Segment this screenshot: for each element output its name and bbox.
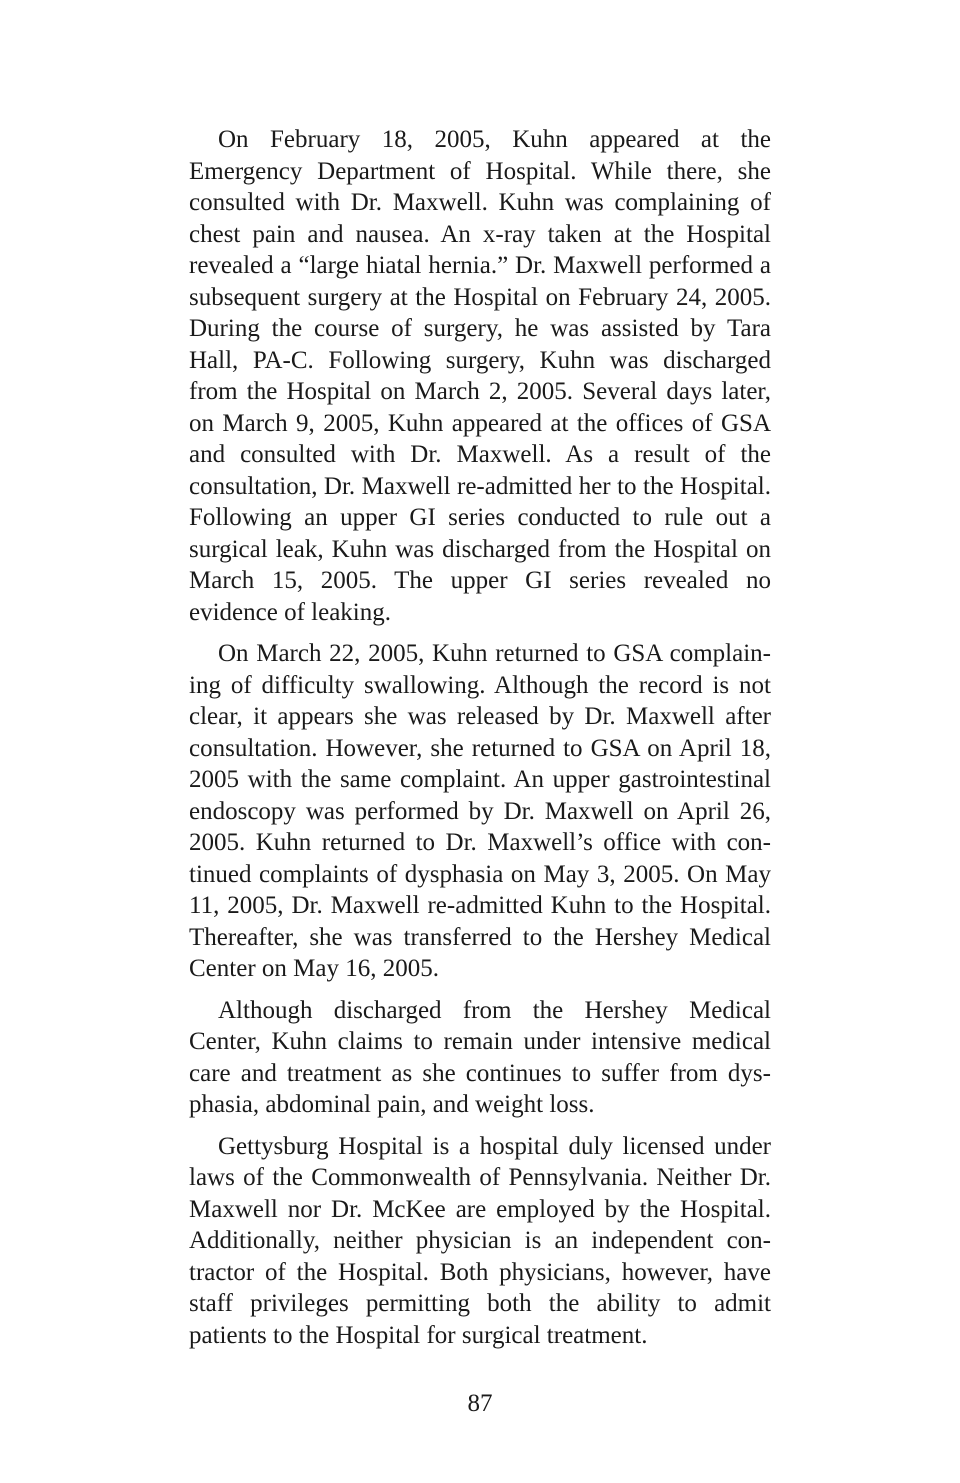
paragraph-1: On February 18, 2005, Kuhn appeared at the Emergency Department of Hospital. While there, she consulted with Dr. Maxwell. Kuhn was complaining of chest pain and nausea. An x-ray taken at the Hospital revealed a “large hiatal hernia.” Dr. Maxwell performed a subsequent surgery at the Hospital on February 24, 2005. During the course of surgery, he was assisted by Tara Hall, PA-C. Following surgery, Kuhn was discharged from the Hospital on March 2, 2005. Several days later, on March 9, 2005, Kuhn appeared at the offices of GSA and consulted with Dr. Maxwell. As a result of the consultation, Dr. Maxwell re-admitted her to the Hospital. Following an upper GI series conducted to rule out a surgical leak, Kuhn was discharged from the Hospital on March 15, 2005. The upper GI series revealed no evidence of leaking.	[189, 126, 771, 626]
body-text	[189, 124, 771, 1361]
paragraph-4: Gettysburg Hospital is a hospital duly licensed under laws of the Commonwealth of Pennsylvania. Neither Dr. Maxwell nor Dr. McKee are employed by the Hospital. Additionally, neither physician is an independent contractor of the Hospital. Both physicians, however, have staff privileges permitting both the ability to admit patients to the Hospital for surgical treatment.	[189, 1132, 771, 1349]
paragraph-3: Although discharged from the Hershey Medical Center, Kuhn claims to remain under intensive medical care and treatment as she continues to suffer from dysphasia, abdominal pain, and weight loss.	[189, 996, 771, 1118]
paragraph-2: On March 22, 2005, Kuhn returned to GSA complaining of difficulty swallowing. Although the record is not clear, it appears she was released by Dr. Maxwell after consultation. However, she returned to GSA on April 18, 2005 with the same complaint. An upper gastrointestinal endoscopy was performed by Dr. Maxwell on April 26, 2005. Kuhn returned to Dr. Maxwell’s office with continued complaints of dysphasia on May 3, 2005. On May 11, 2005, Dr. Maxwell re-admitted Kuhn to the Hospital. Thereafter, she was transferred to the Hershey Medical Center on May 16, 2005.	[189, 640, 771, 982]
page-number: 87	[467, 1390, 493, 1417]
